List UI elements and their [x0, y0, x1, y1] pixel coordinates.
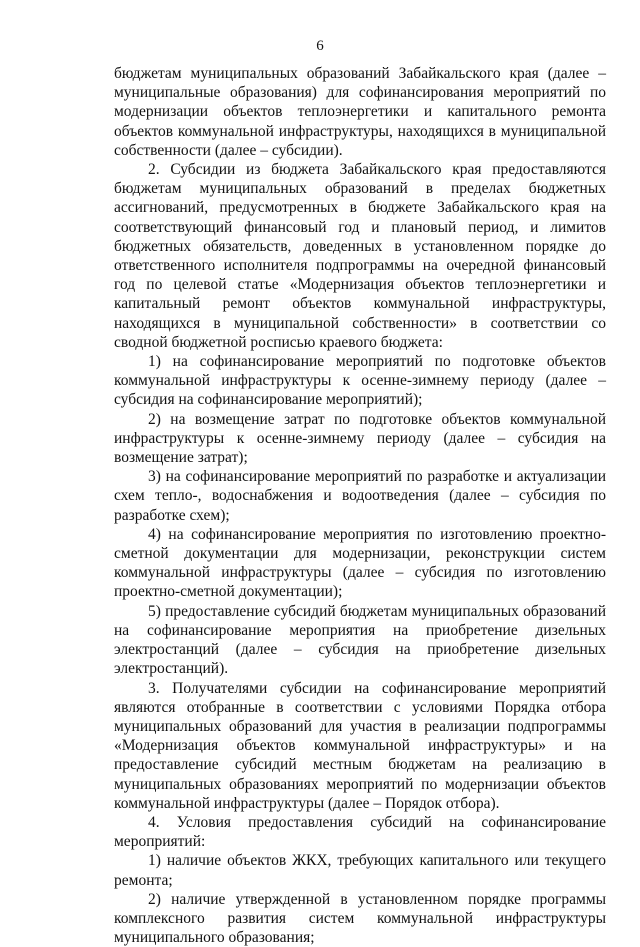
paragraph-continuation: бюджетам муниципальных образований Забайкальского края (далее – муниципальные образования) для софинансирования мероприятий по модернизации объектов теплоэнергетики и капитального ремонта объектов коммунальной инфраструктуры, находящихся в муниципальной собственности (далее – субсидии).: [114, 65, 606, 159]
page-number: 6: [316, 38, 324, 54]
document-body: [114, 64, 606, 947]
list-item-4: 4) на софинансирование мероприятия по изготовлению проектно-сметной документации для модернизации, реконструкции систем коммунальной инфраструктуры (далее – субсидия по изготовлению проектно-сметной документации);: [114, 525, 606, 601]
paragraph-clause-3: 3. Получателями субсидии на софинансирование мероприятий являются отобранные в соответствии с условиями Порядка отбора муниципальных образований для участия в реализации подпрограммы «Модернизация объектов коммунальной инфраструктуры» и на предоставление субсидий местным бюджетам на реализацию в муниципальных образованиях мероприятий по модернизации объектов коммунальной инфраструктуры (далее – Порядок отбора).: [114, 679, 606, 812]
paragraph-clause-2: 2. Субсидии из бюджета Забайкальского края предоставляются бюджетам муниципальных образований в пределах бюджетных ассигнований, предусмотренных в бюджете Забайкальского края на соответствующий финансовый год и плановый период, и лимитов бюджетных обязательств, доведенных в установленном порядке до ответственного исполнителя подпрограммы на очередной финансовый год по целевой статье «Модернизация объектов теплоэнергетики и капитальный ремонт объектов коммунальной инфраструктуры, находящихся в муниципальной собственности» в соответствии со сводной бюджетной росписью краевого бюджета:: [114, 161, 606, 351]
paragraph-clause-4: 4. Условия предоставления субсидий на софинансирование мероприятий:: [114, 813, 606, 851]
condition-item-2: 2) наличие утвержденной в установленном порядке программы комплексного развития систем коммунальной инфраструктуры муниципального образования;: [114, 890, 606, 947]
list-item-2: 2) на возмещение затрат по подготовке объектов коммунальной инфраструктуры к осенне-зимнему периоду (далее – субсидия на возмещение затрат);: [114, 410, 606, 467]
list-item-5: 5) предоставление субсидий бюджетам муниципальных образований на софинансирование мероприятия на приобретение дизельных электростанций (далее – субсидия на приобретение дизельных электростанций).: [114, 602, 606, 678]
list-item-1: 1) на софинансирование мероприятий по подготовке объектов коммунальной инфраструктуры к осенне-зимнему периоду (далее – субсидия на софинансирование мероприятий);: [114, 353, 606, 409]
list-item-3: 3) на софинансирование мероприятий по разработке и актуализации схем тепло-, водоснабжения и водоотведения (далее – субсидия по разработке схем);: [114, 468, 606, 524]
condition-item-1: 1) наличие объектов ЖКХ, требующих капитального или текущего ремонта;: [114, 852, 606, 889]
